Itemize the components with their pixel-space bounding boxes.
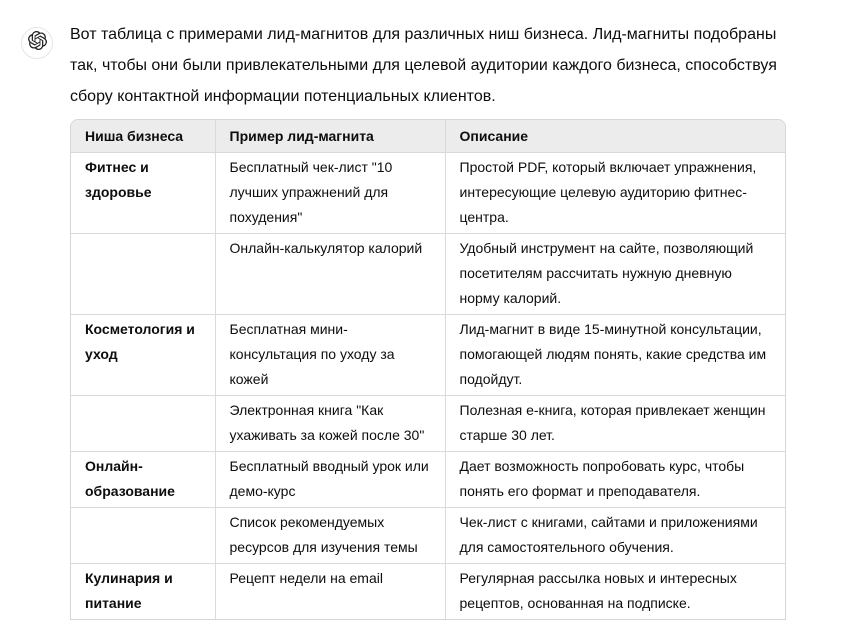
table-row	[71, 153, 785, 234]
cell-niche	[71, 508, 215, 564]
column-header-description: Описание	[445, 120, 785, 153]
cell-niche: Фитнес и здоровье	[71, 153, 215, 234]
cell-description: Полезная е-книга, которая привлекает женщин старше 30 лет.	[445, 396, 785, 452]
openai-logo-icon	[28, 31, 47, 55]
cell-description: Чек-лист с книгами, сайтами и приложениями для самостоятельного обучения.	[445, 508, 785, 564]
cell-magnet: Бесплатная мини-консультация по уходу за кожей	[215, 315, 445, 396]
table-row	[71, 315, 785, 396]
cell-magnet: Онлайн-калькулятор калорий	[215, 234, 445, 315]
cell-magnet: Список рекомендуемых ресурсов для изучения темы	[215, 508, 445, 564]
intro-line: Вот таблица с примерами лид-магнитов для различных ниш бизнеса. Лид-магниты подобраны	[70, 26, 777, 43]
cell-niche	[71, 396, 215, 452]
assistant-avatar	[21, 27, 53, 59]
lead-magnets-table	[71, 120, 785, 619]
cell-niche	[71, 234, 215, 315]
table-row	[71, 564, 785, 620]
cell-description: Дает возможность попробовать курс, чтобы понять его формат и преподавателя.	[445, 452, 785, 508]
table-row	[71, 234, 785, 315]
table-body	[71, 153, 785, 620]
column-header-niche: Ниша бизнеса	[71, 120, 215, 153]
table-row	[71, 452, 785, 508]
cell-niche: Онлайн-образование	[71, 452, 215, 508]
table-row	[71, 508, 785, 564]
intro-line: сбору контактной информации потенциальных клиентов.	[70, 88, 496, 105]
table-header	[71, 120, 785, 153]
cell-magnet: Бесплатный чек-лист "10 лучших упражнений для похудения"	[215, 153, 445, 234]
lead-magnets-table-container	[70, 119, 786, 620]
cell-niche: Кулинария и питание	[71, 564, 215, 620]
assistant-message-text	[70, 19, 786, 112]
cell-description: Удобный инструмент на сайте, позволяющий посетителям рассчитать нужную дневную норму калорий.	[445, 234, 785, 315]
table-row	[71, 396, 785, 452]
cell-niche: Косметология и уход	[71, 315, 215, 396]
cell-magnet: Бесплатный вводный урок или демо-курс	[215, 452, 445, 508]
cell-magnet: Электронная книга "Как ухаживать за кожей после 30"	[215, 396, 445, 452]
assistant-message	[70, 19, 786, 620]
header-row	[71, 120, 785, 153]
cell-description: Регулярная рассылка новых и интересных рецептов, основанная на подписке.	[459, 570, 737, 611]
cell-magnet: Рецепт недели на email	[215, 564, 445, 620]
column-header-magnet: Пример лид-магнита	[215, 120, 445, 153]
intro-line: так, чтобы они были привлекательными для целевой аудитории каждого бизнеса, способствуя	[70, 57, 777, 74]
cell-description: Лид-магнит в виде 15-минутной консультации, помогающей людям понять, какие средства им подойдут.	[445, 315, 785, 396]
cell-description: Простой PDF, который включает упражнения, интересующие целевую аудиторию фитнес-центра.	[445, 153, 785, 234]
